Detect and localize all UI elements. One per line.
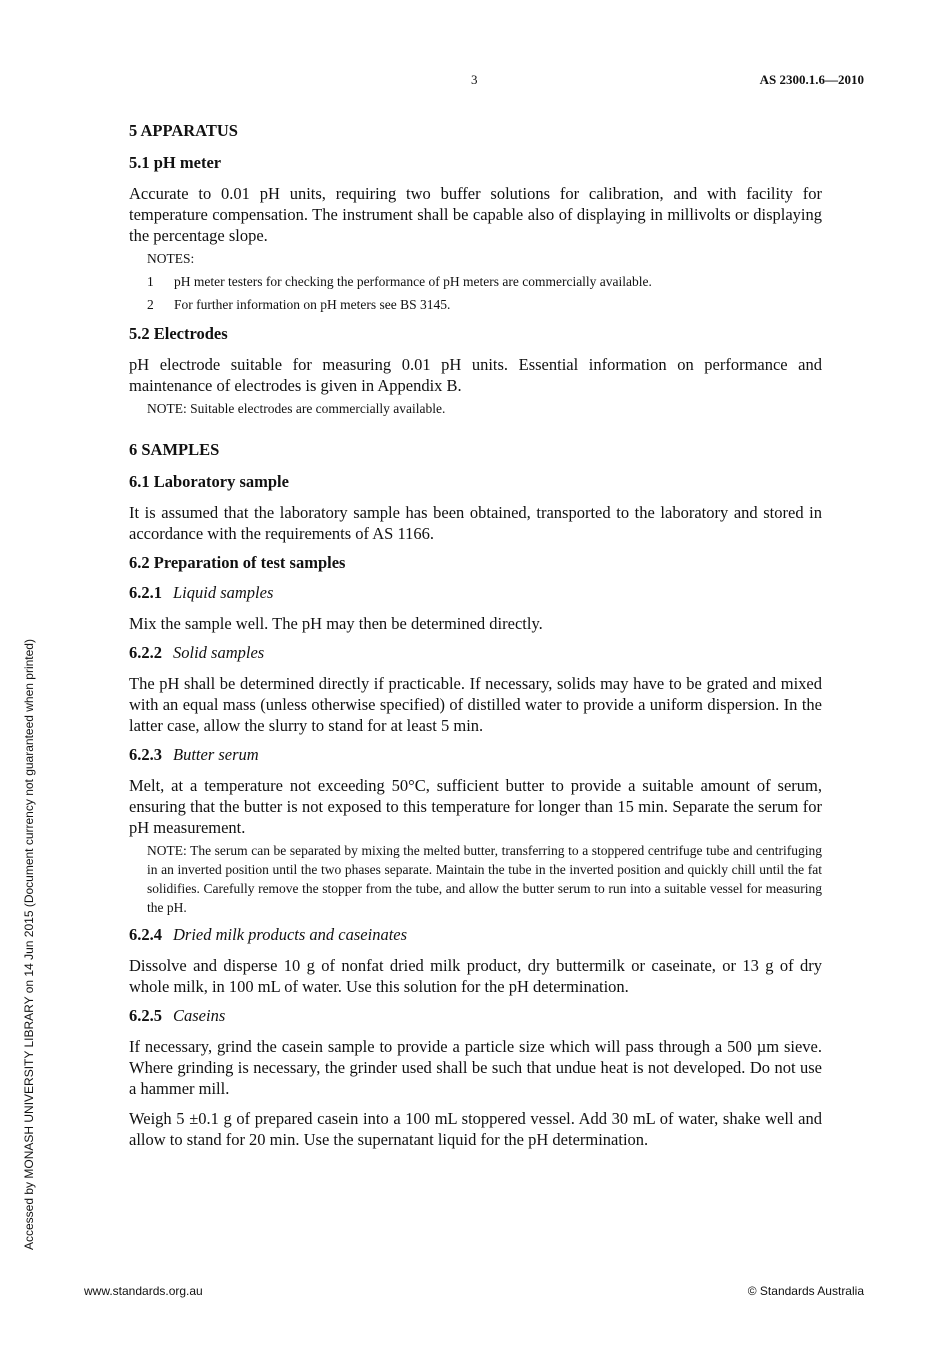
subsection-number: 6.2.4	[129, 925, 162, 944]
section-6-2-2-heading	[129, 643, 822, 663]
section-6-2-5-text-2: Weigh 5 ±0.1 g of prepared casein into a 100 mL stoppered vessel. Add 30 mL of water, shake well and allow to stand for 20 min. Use the supernatant liquid for the pH determination.	[129, 1109, 822, 1149]
subsection-number: 6.2.1	[129, 583, 162, 602]
subsection-title: Solid samples	[173, 643, 265, 662]
footer-copyright: © Standards Australia	[747, 1284, 864, 1298]
note-number: 1	[147, 274, 154, 289]
section-6-1-heading: 6.1 Laboratory sample	[129, 472, 289, 491]
section-6-2-4-heading	[129, 925, 822, 945]
section-5-2-note: NOTE: Suitable electrodes are commercially available.	[147, 401, 446, 416]
section-6-1-text: It is assumed that the laboratory sample has been obtained, transported to the laboratory and stored in accordance with the requirements of AS 1166.	[129, 503, 822, 543]
notes-label: NOTES:	[147, 251, 195, 266]
footer-website: www.standards.org.au	[84, 1284, 203, 1298]
section-6-2-1-text: Mix the sample well. The pH may then be determined directly.	[129, 614, 543, 633]
note-item	[147, 272, 822, 291]
note-item	[147, 295, 822, 314]
subsection-title: Caseins	[173, 1006, 226, 1025]
subsection-title: Liquid samples	[173, 583, 274, 602]
section-6-2-3-text: Melt, at a temperature not exceeding 50°C, sufficient butter to provide a suitable amount of serum, ensuring that the butter is not exposed to this temperature for longer than 15 min. Separate the serum for pH measurement.	[129, 776, 822, 837]
section-6-2-2-text: The pH shall be determined directly if practicable. If necessary, solids may have to be grated and mixed with an equal mass (unless otherwise specified) of distilled water to provide a uniform dispersion. In the latter case, allow the slurry to stand for at least 5 min.	[129, 674, 822, 735]
subsection-number: 6.2.3	[129, 745, 162, 764]
page-content	[129, 121, 822, 1159]
note-text: For further information on pH meters see BS 3145.	[174, 297, 451, 312]
section-5-2-text: pH electrode suitable for measuring 0.01 pH units. Essential information on performance and maintenance of electrodes is given in Appendix B.	[129, 355, 822, 395]
section-5-1-text: Accurate to 0.01 pH units, requiring two buffer solutions for calibration, and with facility for temperature compensation. The instrument shall be capable also of displaying in millivolts or displaying the percentage slope.	[129, 184, 822, 245]
section-6-2-5-heading	[129, 1006, 822, 1026]
subsection-number: 6.2.2	[129, 643, 162, 662]
section-6-2-5-text-1: If necessary, grind the casein sample to provide a particle size which will pass through a 500 µm sieve. Where grinding is necessary, the grinder used shall be such that undue heat is not developed. Do not use a hammer mill.	[129, 1037, 822, 1098]
section-6-2-3-heading	[129, 745, 822, 765]
section-6-2-4-text: Dissolve and disperse 10 g of nonfat dried milk product, dry buttermilk or caseinate, or 13 g of dry whole milk, in 100 mL of water. Use this solution for the pH determination.	[129, 956, 822, 996]
section-6-2-3-note: NOTE: The serum can be separated by mixing the melted butter, transferring to a stoppered centrifuge tube and centrifuging in an inverted position until the two phases separate. Maintain the tube in the inverted position and quickly chill until the fat solidifies. Carefully remove the stopper from the tube, and allow the butter serum to run into a suitable vessel for measuring the pH.	[147, 843, 822, 915]
section-5-heading: 5 APPARATUS	[129, 121, 238, 140]
section-6-heading: 6 SAMPLES	[129, 440, 220, 459]
section-6-2-1-heading	[129, 583, 822, 603]
access-watermark: Accessed by MONASH UNIVERSITY LIBRARY on 14 Jun 2015 (Document currency not guaranteed when printed)	[22, 639, 36, 1250]
subsection-number: 6.2.5	[129, 1006, 162, 1025]
subsection-title: Dried milk products and caseinates	[173, 925, 408, 944]
note-number: 2	[147, 297, 154, 312]
document-id: AS 2300.1.6—2010	[759, 72, 864, 87]
section-5-2-heading: 5.2 Electrodes	[129, 324, 228, 343]
note-text: pH meter testers for checking the performance of pH meters are commercially available.	[174, 274, 652, 289]
subsection-title: Butter serum	[173, 745, 259, 764]
section-6-2-heading: 6.2 Preparation of test samples	[129, 553, 346, 572]
section-5-1-heading: 5.1 pH meter	[129, 153, 222, 172]
page-number: 3	[471, 72, 478, 87]
